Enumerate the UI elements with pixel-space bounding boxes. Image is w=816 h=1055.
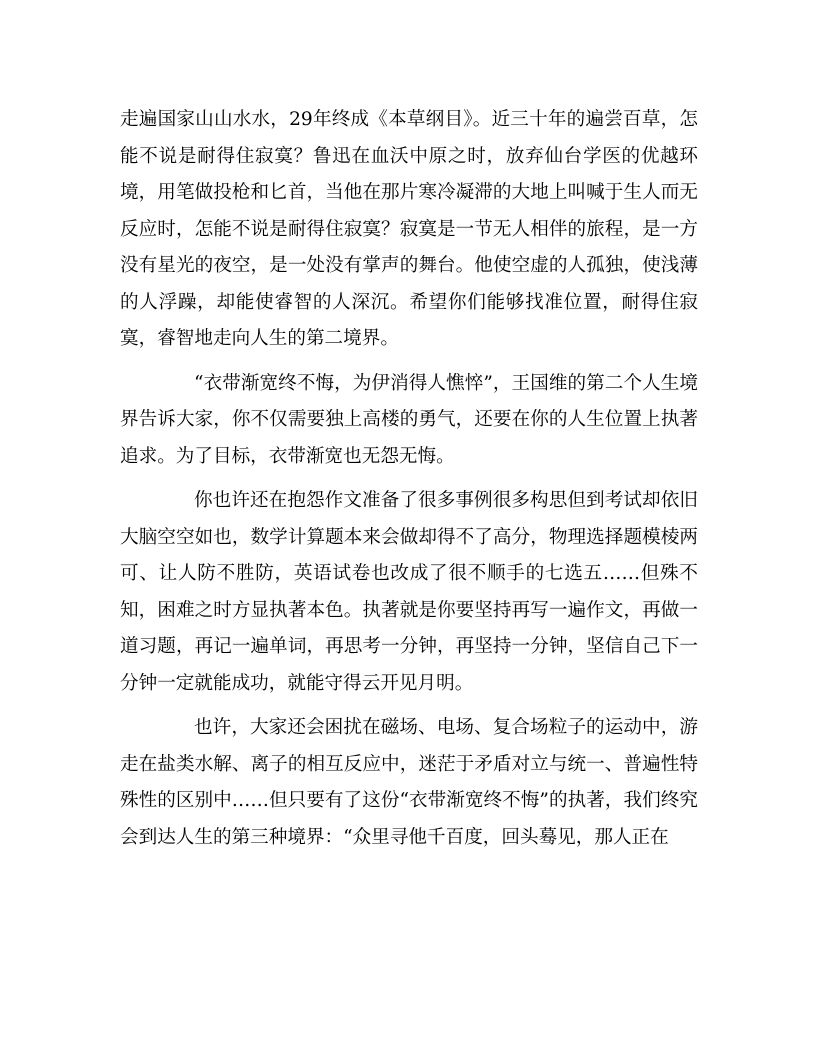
paragraph: “衣带渐宽终不悔，为伊消得人憔悴”，王国维的第二个人生境界告诉大家，你不仅需要独上高楼的勇气，还要在你的人生位置上执著追求。为了目标，衣带渐宽也无怨无悔。 xyxy=(120,372,698,467)
paragraph: 你也许还在抱怨作文准备了很多事例很多构思但到考试却依旧大脑空空如也，数学计算题本来会做却得不了高分，物理选择题模棱两可、让人防不胜防，英语试卷也改成了很不顺手的七选五……但殊不知，困难之时方显执著本色。执著就是你要坚持再写一遍作文，再做一道习题，再记一遍单词，再思考一分钟，再坚持一分钟，坚信自己下一分钟一定就能成功，就能守得云开见月明。 xyxy=(120,490,698,694)
body-text xyxy=(120,102,698,856)
paragraph-continued: 走遍国家山山水水，29年终成《本草纲目》。近三十年的遍尝百草，怎能不说是耐得住寂寞？鲁迅在血沃中原之时，放弃仙台学医的优越环境，用笔做投枪和匕首，当他在那片寒冷凝滞的大地上叫喊于生人而无反应时，怎能不说是耐得住寂寞？寂寞是一节无人相伴的旅程，是一方没有星光的夜空，是一处没有掌声的舞台。他使空虚的人孤独，使浅薄的人浮躁，却能使睿智的人深沉。希望你们能够找准位置，耐得住寂寞，睿智地走向人生的第二境界。 xyxy=(120,109,698,349)
paragraph: 也许，大家还会困扰在磁场、电场、复合场粒子的运动中，游走在盐类水解、离子的相互反应中，迷茫于矛盾对立与统一、普遍性特殊性的区别中……但只要有了这份“衣带渐宽终不悔”的执著，我们终究会到达人生的第三种境界：“众里寻他千百度，回头蓦见，那人正在 xyxy=(120,717,698,848)
